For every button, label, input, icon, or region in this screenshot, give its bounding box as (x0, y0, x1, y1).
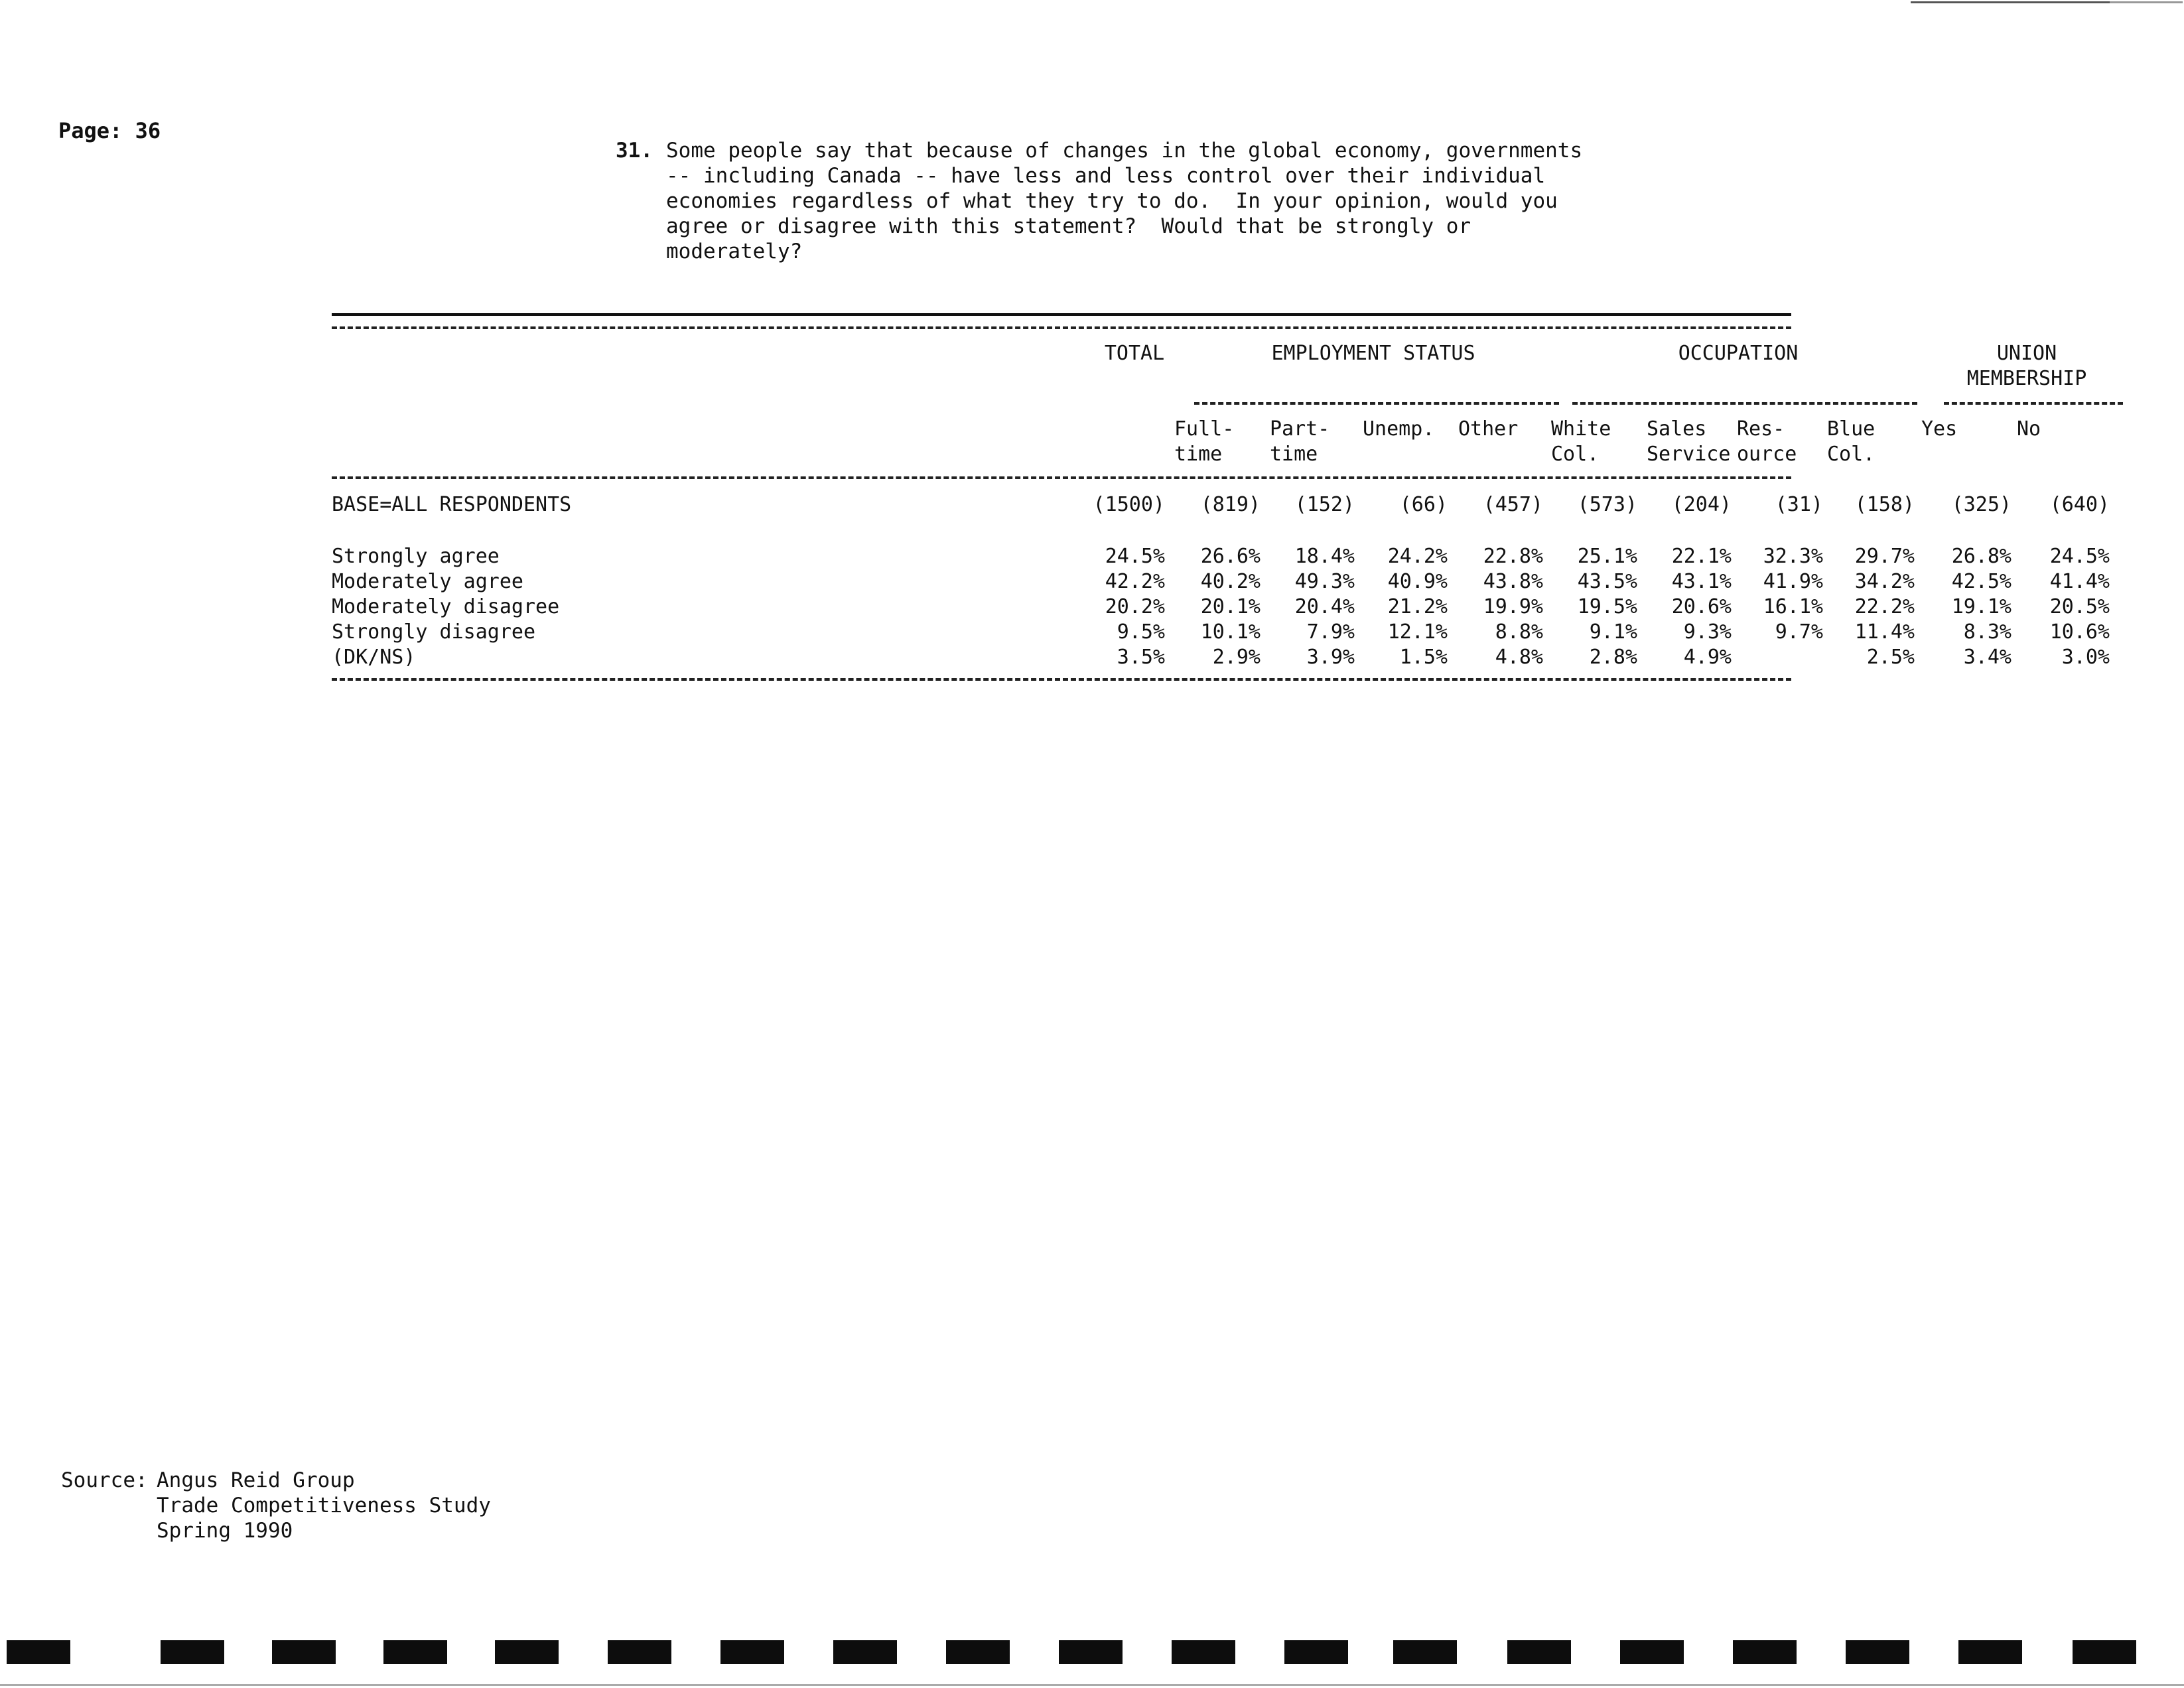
base-count-cell: (325) (1951, 493, 2012, 516)
table-bottom-rule (332, 678, 1791, 681)
base-count-cell: (573) (1577, 493, 1637, 516)
column-header: Service (1647, 443, 1731, 466)
table-cell: 3.4% (1963, 646, 2012, 669)
source-label: Source: (61, 1468, 148, 1492)
base-count-cell: (31) (1775, 493, 1823, 516)
table-cell: 43.5% (1577, 570, 1637, 593)
base-count-cell: (204) (1671, 493, 1732, 516)
source-line: Angus Reid Group (157, 1468, 355, 1492)
question-line: agree or disagree with this statement? Would that be strongly or (666, 214, 1471, 238)
table-top-rule (332, 313, 1791, 316)
table-cell: 16.1% (1763, 595, 1823, 618)
occupation-underline (1572, 402, 1917, 405)
column-header: Full- (1174, 417, 1235, 441)
column-header: Part- (1270, 417, 1330, 441)
punch-mark (1958, 1640, 2022, 1664)
table-cell: 43.1% (1671, 570, 1732, 593)
punch-mark (383, 1640, 447, 1664)
table-cell: 41.9% (1763, 570, 1823, 593)
column-header: White (1551, 417, 1611, 441)
table-cell: 22.8% (1483, 545, 1543, 568)
table-cell: 24.2% (1387, 545, 1448, 568)
crosstab-table (332, 313, 2110, 685)
table-cell: 22.2% (1854, 595, 1915, 618)
table-cell: 20.6% (1671, 595, 1732, 618)
top-edge-line (2110, 1, 2183, 3)
table-cell: 26.6% (1200, 545, 1261, 568)
table-cell: 2.8% (1589, 646, 1637, 669)
column-header: Col. (1827, 443, 1876, 466)
row-label: Strongly disagree (332, 620, 536, 644)
header-total: TOTAL (1104, 342, 1165, 365)
table-cell: 20.4% (1294, 595, 1355, 618)
table-cell: 29.7% (1854, 545, 1915, 568)
column-header: No (2017, 417, 2041, 441)
table-cell: 42.2% (1105, 570, 1165, 593)
table-cell: 9.3% (1683, 620, 1732, 644)
table-cell: 24.5% (1105, 545, 1165, 568)
header-bottom-rule (332, 476, 1791, 479)
column-header: Other (1458, 417, 1519, 441)
table-cell: 9.7% (1775, 620, 1823, 644)
table-cell: 4.8% (1495, 646, 1543, 669)
table-cell: 11.4% (1854, 620, 1915, 644)
table-cell: 32.3% (1763, 545, 1823, 568)
column-header: Col. (1551, 443, 1600, 466)
punch-mark (1620, 1640, 1684, 1664)
punch-mark (720, 1640, 784, 1664)
column-header: time (1174, 443, 1223, 466)
row-label: Moderately disagree (332, 595, 560, 618)
base-count-cell: (66) (1399, 493, 1448, 516)
table-cell: 25.1% (1577, 545, 1637, 568)
table-cell: 21.2% (1387, 595, 1448, 618)
column-header: Sales (1647, 417, 1707, 441)
base-count-cell: (158) (1854, 493, 1915, 516)
table-cell: 43.8% (1483, 570, 1543, 593)
table-cell: 3.9% (1306, 646, 1355, 669)
table-cell: 19.5% (1577, 595, 1637, 618)
page-number: Page: 36 (58, 118, 161, 143)
header-occupation: OCCUPATION (1678, 342, 1799, 365)
base-count-cell: (457) (1483, 493, 1543, 516)
table-cell: 10.1% (1200, 620, 1261, 644)
table-cell: 22.1% (1671, 545, 1732, 568)
punch-mark (1059, 1640, 1123, 1664)
row-label: Moderately agree (332, 570, 523, 593)
table-cell: 42.5% (1951, 570, 2012, 593)
column-header: Yes (1921, 417, 1958, 441)
punch-mark (495, 1640, 559, 1664)
header-employment-status: EMPLOYMENT STATUS (1271, 342, 1475, 365)
question-line: moderately? (666, 240, 803, 263)
table-cell: 1.5% (1399, 646, 1448, 669)
base-count-cell: (819) (1200, 493, 1261, 516)
punch-mark (608, 1640, 671, 1664)
source-line: Spring 1990 (157, 1519, 293, 1543)
bottom-edge-line (0, 1684, 2184, 1686)
union-underline (1944, 402, 2123, 405)
table-cell: 24.5% (2049, 545, 2110, 568)
table-cell: 19.9% (1483, 595, 1543, 618)
punch-mark (1172, 1640, 1235, 1664)
table-cell: 2.5% (1866, 646, 1915, 669)
punch-mark (833, 1640, 897, 1664)
punch-mark (161, 1640, 224, 1664)
base-label: BASE=ALL RESPONDENTS (332, 493, 572, 516)
table-cell: 9.1% (1589, 620, 1637, 644)
table-cell: 3.5% (1117, 646, 1165, 669)
question-line: economies regardless of what they try to do. In your opinion, would you (666, 189, 1558, 213)
punch-mark (946, 1640, 1010, 1664)
table-cell: 4.9% (1683, 646, 1732, 669)
top-edge-line (1911, 1, 2110, 3)
table-cell: 18.4% (1294, 545, 1355, 568)
source-line: Trade Competitiveness Study (157, 1494, 491, 1517)
header-union-line2: MEMBERSHIP (1966, 367, 2087, 390)
punch-mark (7, 1640, 70, 1664)
punch-mark (2073, 1640, 2136, 1664)
punch-mark (1733, 1640, 1797, 1664)
question-line: -- including Canada -- have less and less control over their individual (666, 164, 1546, 188)
punch-mark (1284, 1640, 1348, 1664)
column-header: Res- (1737, 417, 1785, 441)
table-cell: 40.2% (1200, 570, 1261, 593)
table-cell: 19.1% (1951, 595, 2012, 618)
table-cell: 20.5% (2049, 595, 2110, 618)
punch-mark (1846, 1640, 1909, 1664)
column-header: time (1270, 443, 1318, 466)
table-cell: 3.0% (2061, 646, 2110, 669)
table-dashed-rule (332, 326, 1791, 329)
punch-mark (1393, 1640, 1457, 1664)
table-cell: 10.6% (2049, 620, 2110, 644)
bottom-punch-marks (7, 1640, 2156, 1667)
question-number: 31. (616, 139, 653, 163)
row-label: (DK/NS) (332, 646, 416, 669)
table-cell: 7.9% (1306, 620, 1355, 644)
column-header: ource (1737, 443, 1797, 466)
base-count-cell: (152) (1294, 493, 1355, 516)
table-cell: 34.2% (1854, 570, 1915, 593)
question-line: Some people say that because of changes in the global economy, governments (666, 139, 1583, 163)
table-cell: 9.5% (1117, 620, 1165, 644)
punch-mark (1507, 1640, 1571, 1664)
row-label: Strongly agree (332, 545, 500, 568)
base-count-cell: (1500) (1093, 493, 1165, 516)
table-cell: 8.3% (1963, 620, 2012, 644)
table-cell: 20.2% (1105, 595, 1165, 618)
table-cell: 49.3% (1294, 570, 1355, 593)
header-union-line1: UNION (1996, 342, 2057, 365)
table-cell: 12.1% (1387, 620, 1448, 644)
table-cell: 20.1% (1200, 595, 1261, 618)
table-cell: 40.9% (1387, 570, 1448, 593)
punch-mark (272, 1640, 336, 1664)
table-cell: 8.8% (1495, 620, 1543, 644)
table-cell: 41.4% (2049, 570, 2110, 593)
column-header: Unemp. (1363, 417, 1435, 441)
table-cell: 26.8% (1951, 545, 2012, 568)
employment-underline (1194, 402, 1559, 405)
column-header: Blue (1827, 417, 1876, 441)
table-cell: 2.9% (1212, 646, 1261, 669)
base-count-cell: (640) (2049, 493, 2110, 516)
